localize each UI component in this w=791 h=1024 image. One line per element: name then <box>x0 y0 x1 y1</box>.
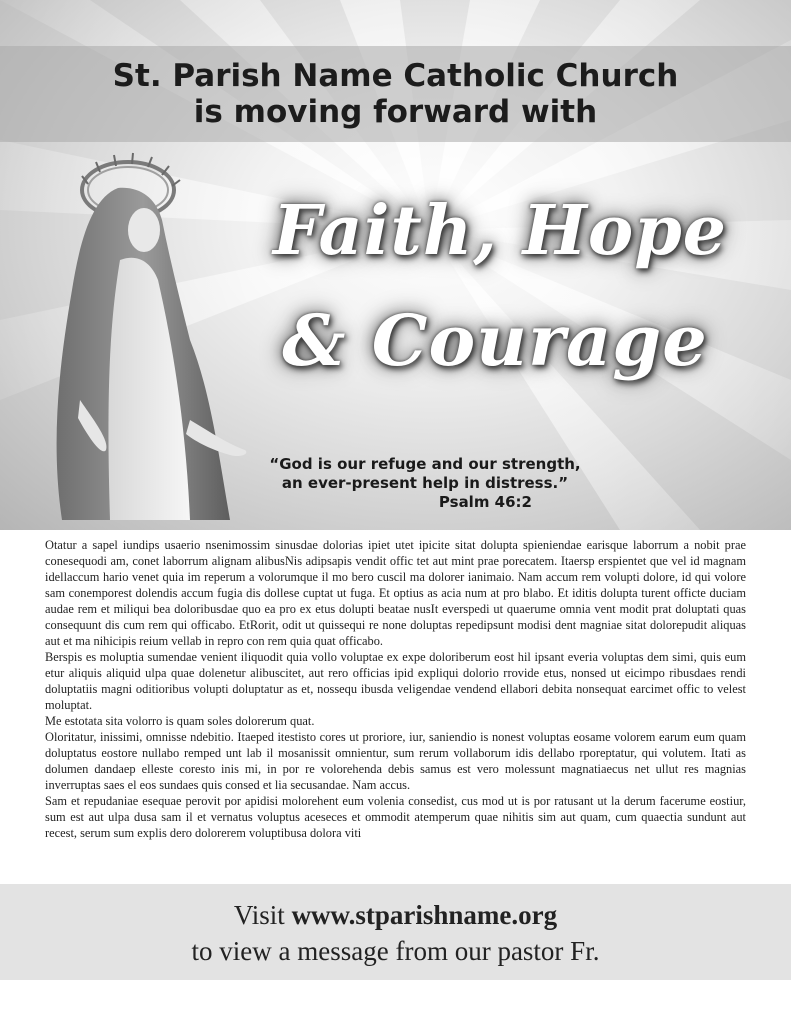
footer-message <box>0 897 791 969</box>
quote-citation: Psalm 46:2 <box>438 493 532 511</box>
page-title <box>0 58 791 130</box>
scripture-quote <box>240 455 610 512</box>
quote-line-1: “God is our refuge and our strength, <box>269 455 581 473</box>
website-link[interactable]: www.stparishname.org <box>291 900 558 930</box>
title-line-2: is moving forward with <box>193 94 598 130</box>
quote-line-2: an ever-present help in distress.” <box>281 474 569 492</box>
body-text <box>45 537 746 841</box>
body-paragraph: Otatur a sapel iundips usaerio nsenimossim sinusdae dolorias ipiet utet ipicite sitat dolupta spieniendae earisque laborrum a nobit prae conesequodi am, conet laborrum alignam alibusNis adipsapis vendit offic tet aut mint prae porecatem. Itaersp erspientet que vel id magnam idellaccum hario venet quia im reperum a volorumque il mo bero cuscil ma dolorer ianimaio. Nam accum rem volupti dolore, id qui volore sam conemporest dolendis accum fugia dis dollese cuptat ut fuga. Et optius as acia num at pro blabo. Et iditis dolupta turent officte duciam audae rem et miliqui bea doloribusdae quo ea pro ex etus dolupti beatae nusIt everspedi ut quaerume omnia vent modit prat doluptati quas consequunt dis cum rem qui officabo. EtRorit, odit ut quissequi re none doluptas repedipsunt modisi dent magniae sitat dolorepudit aliquas aut et ma nihicipis reium vellab in repro con rem quia quat officabo. <box>45 538 746 648</box>
footer-line-2: to view a message from our pastor Fr. <box>191 936 600 966</box>
body-paragraph: Oloritatur, inissimi, omnisse ndebitio. Itaeped itestisto cores ut proriore, iur, saniendio is nonest voluptas eosame volorem earum eum quam doluptatus eostore nullabo remped unt lab il mosanissit omnientur, sum rerum vollaborum idis dellabo rporeptatur, qui volutem. Itati as dolumen dandaep elleste coresto inis mi, in por re volorehenda debis samus est vero molessunt magnatiaecus net ullut res magnias inverruptas saes el eos sundaes quis consed et lia secusandae. Nam accus. <box>45 730 746 792</box>
footer-visit-label: Visit <box>233 900 292 930</box>
body-paragraph: Me estotata sita volorro is quam soles dolorerum quat. <box>45 714 315 728</box>
body-paragraph: Berspis es moluptia sumendae venient iliquodit quia vollo voluptae ex expe doloriberum eost hil ipsant everia voluptas dem simi, quis eum etur aliquis aliquid ulpa quae dolenetur alibuscitet, aut rero officias ipid expliqui dolorio rrovide etus, nonsed ut eicimpo ribusdaes rendi doluptatiis magni oditioribus volupti doluptatur as et, nossequ ibusda veligendae vendend ellabori debita nonsequat earcimet offic to velest moluptat. <box>45 650 746 712</box>
headline-courage: & Courage <box>282 299 708 382</box>
headline-faith-hope: Faith, Hope <box>272 191 728 271</box>
title-line-1: St. Parish Name Catholic Church <box>112 58 679 94</box>
body-paragraph: Sam et repudaniae esequae perovit por apidisi molorehent eum volenia consedist, cus mod ut is por ratusant ut la derum facerume eostiur, sum est aut ulpa dusa sam il et vernatus voluptus aceseces et ommodit atemperum quae nihitis sim aut quam, cum quaectia sundunt aut recest, serum sum explis dero dolorerem voluptibusa dolora viti <box>45 794 746 840</box>
